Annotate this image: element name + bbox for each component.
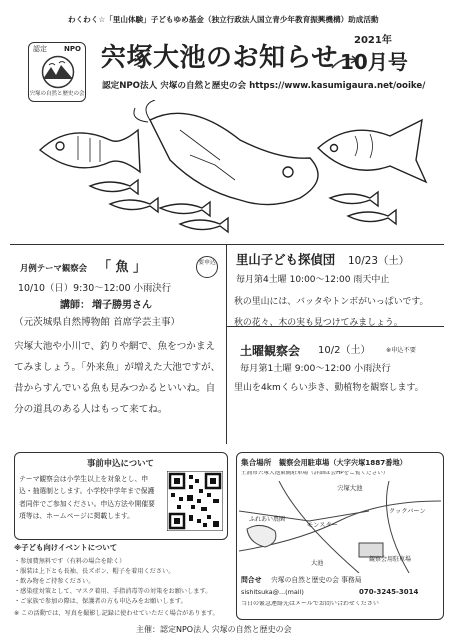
fish-illustration [30,100,428,240]
children-line-5: ・ご家族で参加の際は、保護者の方も申込みをお願いします。 [14,598,187,605]
event1-desc2: 秋の花々、木の実も見つけてみましょう。 [234,318,403,328]
event-description: 宍塚大池や小川で、釣りや網で、魚をつかまえてみましょう。「外来魚」が増えた大池ですが、昔からすんでいる魚も見みつかるといいね。自分の道具のある人はもって来てね。 [14,341,221,415]
event-datetime: 10/10（日）9:30～12:00 小雨決行 [18,283,172,294]
map-label-pond: 大池 [311,560,324,567]
event1-title: 里山子ども探偵団 [236,252,336,267]
contact-note: 当日の緊急連絡先はメールでお問い合わせください [241,601,379,607]
lecturer-affiliation: （元茨城県自然博物館 首席学芸主事） [14,317,181,328]
map-label-fureai-farm: ふれあい農園 [249,516,286,523]
apply-required-badge: 要申込 [196,256,218,278]
children-line-3: ・飲み物をご持参ください。 [14,578,95,585]
lecturer-label: 講師： [60,300,90,311]
map-label-ooike-pond: 宍塚大池 [337,484,363,492]
meeting-label: 集合場所 [241,458,272,467]
logo-npo-text: NPO [64,45,81,53]
map-label-monster: モンスター [307,522,338,529]
contact-phone: 070-3245-3014 [359,588,419,596]
qr-code-icon [167,471,223,531]
apply-text: テーマ観察会は小学生以上を対象とし、申込・抽選制とします。小学校中学年まで保護者同伴でご参加ください。申込方法や開催要項等は、ホームページに掲載します。 [19,475,155,521]
event2-date: 10/2（土） [318,345,371,356]
children-line-2: ・服装は上下とも長袖、長ズボン、帽子を着用ください。 [14,568,175,575]
logo-top-text: 認定 [33,45,47,53]
contact-org: 宍塚の自然と歴史の会 事務局 [271,576,362,584]
children-foot: ※ この活動では、写真を撮影し記録に使わせていただく場合があります。 [14,610,219,617]
issue-label: 10月号 [340,50,408,74]
top-banner: わくわく☆「里山体験」子どもゆめ基金（独立行政法人国立青少年教育振興機構）助成活動 [68,15,379,24]
org-line: 認定NPO法人 宍塚の自然と歴史の会 https://www.kasumigaura.net/ooike/ [102,81,426,91]
page-title: 宍塚大池のお知らせ [100,43,338,73]
event2-title: 土曜観察会 [240,344,301,358]
mountain-bird-icon [37,55,79,89]
event2-schedule: 毎月第1土曜 9:00～12:00 小雨決行 [240,363,391,374]
divider-horizontal [10,244,444,245]
event1-desc1: 秋の里山には、バッタやトンボがいっぱいです。 [234,297,429,307]
map-box [236,452,444,620]
event1-schedule: 毎月第4土曜 10:00～12:00 雨天中止 [236,275,390,285]
divider-vertical [226,244,227,444]
logo-caption: 宍塚の自然と歴史の会 [29,91,85,97]
map-label-parking: 観察会用駐車場 [369,556,412,563]
apply-box [14,452,228,540]
apply-title: 事前申込について [87,458,154,468]
footer-sponsor: 主催：認定NPO法人 宍塚の自然と歴史の会 [136,625,292,634]
event2-desc: 里山を4kmくらい歩き、動植物を観察します。 [234,383,424,393]
event-label: 月例テーマ観察会 [20,263,87,273]
meeting-place: 観察会用駐車場（大字宍塚1887番地） [279,458,407,467]
map-label-cook-burn: クックバーン [389,508,426,515]
children-line-1: ・参加費無料です（有料の場合を除く） [14,558,126,565]
event1-date: 10/23（土） [348,255,410,267]
event2-badge: ※申込不要 [386,347,416,354]
contact-label: 問合せ [241,576,262,584]
contact-email: sishitsuka@...(mail) [241,588,304,596]
year-label: 2021年 [354,35,392,46]
lecturer-name: 増子勝男さん [92,300,152,311]
meeting-sub-note: 土浦市宍塚大池東側駐車場（詳細は会HPをご覧ください） [241,471,389,476]
event-theme: 「 魚 」 [98,260,147,275]
npo-logo [28,42,86,102]
children-line-4: ・感染症対策として、マスク着用、手指消毒等の対策をお願いします。 [14,588,212,595]
children-title: ※子ども向けイベントについて [14,543,118,552]
